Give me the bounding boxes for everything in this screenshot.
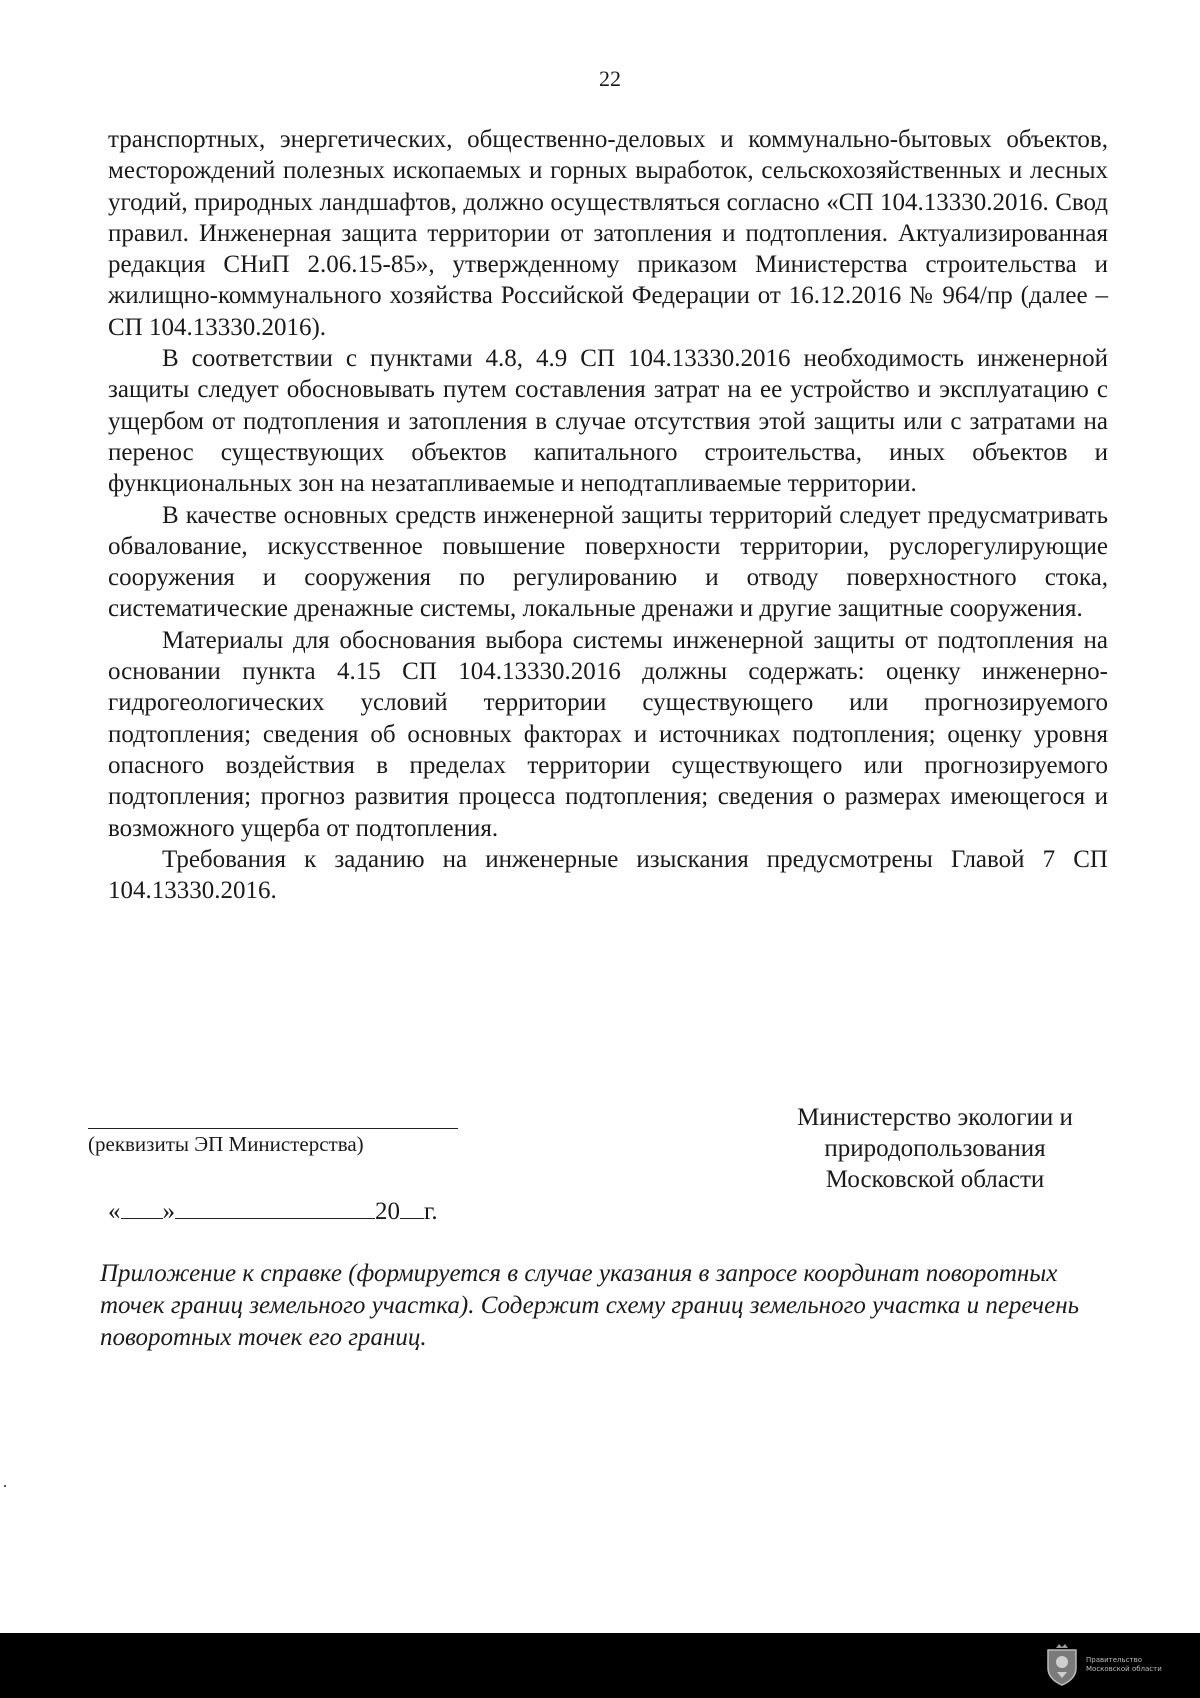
signature-line <box>88 1128 458 1129</box>
document-body <box>108 124 1108 906</box>
date-open-quote: « <box>108 1198 121 1225</box>
day-blank <box>121 1214 163 1219</box>
year-suffix: г. <box>424 1198 438 1225</box>
appendix-note: Приложение к справке (формируется в случае указания в запросе координат поворотных точек границ земельного участка). Содержит схему границ земельного участка и перечень поворотных точек его границ. <box>100 1260 1079 1351</box>
footer-logo <box>1044 1641 1184 1689</box>
footer-bar <box>0 1633 1200 1698</box>
ministry-line-3: Московской области <box>825 1166 1045 1193</box>
paragraph-1: транспортных, энергетических, общественно-деловых и коммунально-бытовых объектов, месторождений полезных ископаемых и горных выработок, сельскохозяйственных и лесных угодий, природных ландшафтов, должно осуществляться согласно «СП 104.13330.2016. Свод правил. Инженерная защита территории от затопления и подтопления. Актуализированная редакция СНиП 2.06.15-85», утвержденному приказом Министерства строительства и жилищно-коммунального хозяйства Российской Федерации от 16.12.2016 № 964/пр (далее – СП 104.13330.2016). <box>108 126 1108 341</box>
scan-artifact <box>4 1485 6 1487</box>
paragraph-5: Требования к заданию на инженерные изыскания предусмотрены Главой 7 СП 104.13330.2016. <box>108 845 1108 905</box>
coat-of-arms-icon <box>1044 1644 1080 1686</box>
paragraph-4: Материалы для обоснования выбора системы инженерной защиты от подтопления на основании пункта 4.15 СП 104.13330.2016 должны содержать: оценку инженерно-гидрогеологических условий территории существующего или прогнозируемого подтопления; сведения об основных факторах и источниках подтопления; оценку уровня опасного воздействия в пределах территории существующего или прогнозируемого подтопления; прогноз развития процесса подтопления; сведения о размерах имеющегося и возможного ущерба от подтопления. <box>108 626 1108 842</box>
signature-caption: (реквизиты ЭП Министерства) <box>88 1132 364 1156</box>
month-blank <box>175 1214 375 1219</box>
paragraph-3: В качестве основных средств инженерной защиты территорий следует предусматривать обвалование, искусственное повышение поверхности территории, руслорегулирующие сооружения и сооружения по регулированию и отводу поверхностного стока, систематические дренажные системы, локальные дренажи и другие защитные сооружения. <box>108 501 1108 623</box>
logo-line-2: Московской области <box>1086 1665 1162 1673</box>
logo-line-1: Правительство <box>1086 1656 1142 1664</box>
ministry-line-2: природопользования <box>824 1135 1046 1162</box>
date-close-quote: » <box>162 1198 175 1225</box>
ministry-name <box>760 1102 1110 1195</box>
page-number: 22 <box>599 66 621 91</box>
paragraph-2: В соответствии с пунктами 4.8, 4.9 СП 104.13330.2016 необходимость инженерной защиты следует обосновывать путем составления затрат на ее устройство и эксплуатацию с ущербом от подтопления и затопления в случае отсутствия этой защиты или с затратами на перенос существующих объектов капитального строительства, иных объектов и функциональных зон на незатапливаемые и неподтапливаемые территории. <box>108 345 1108 498</box>
logo-caption <box>1086 1656 1162 1674</box>
ministry-line-1: Министерство экологии и <box>797 1104 1073 1131</box>
year-blank <box>400 1214 424 1219</box>
year-prefix: 20 <box>375 1198 400 1225</box>
date-line <box>108 1198 438 1226</box>
